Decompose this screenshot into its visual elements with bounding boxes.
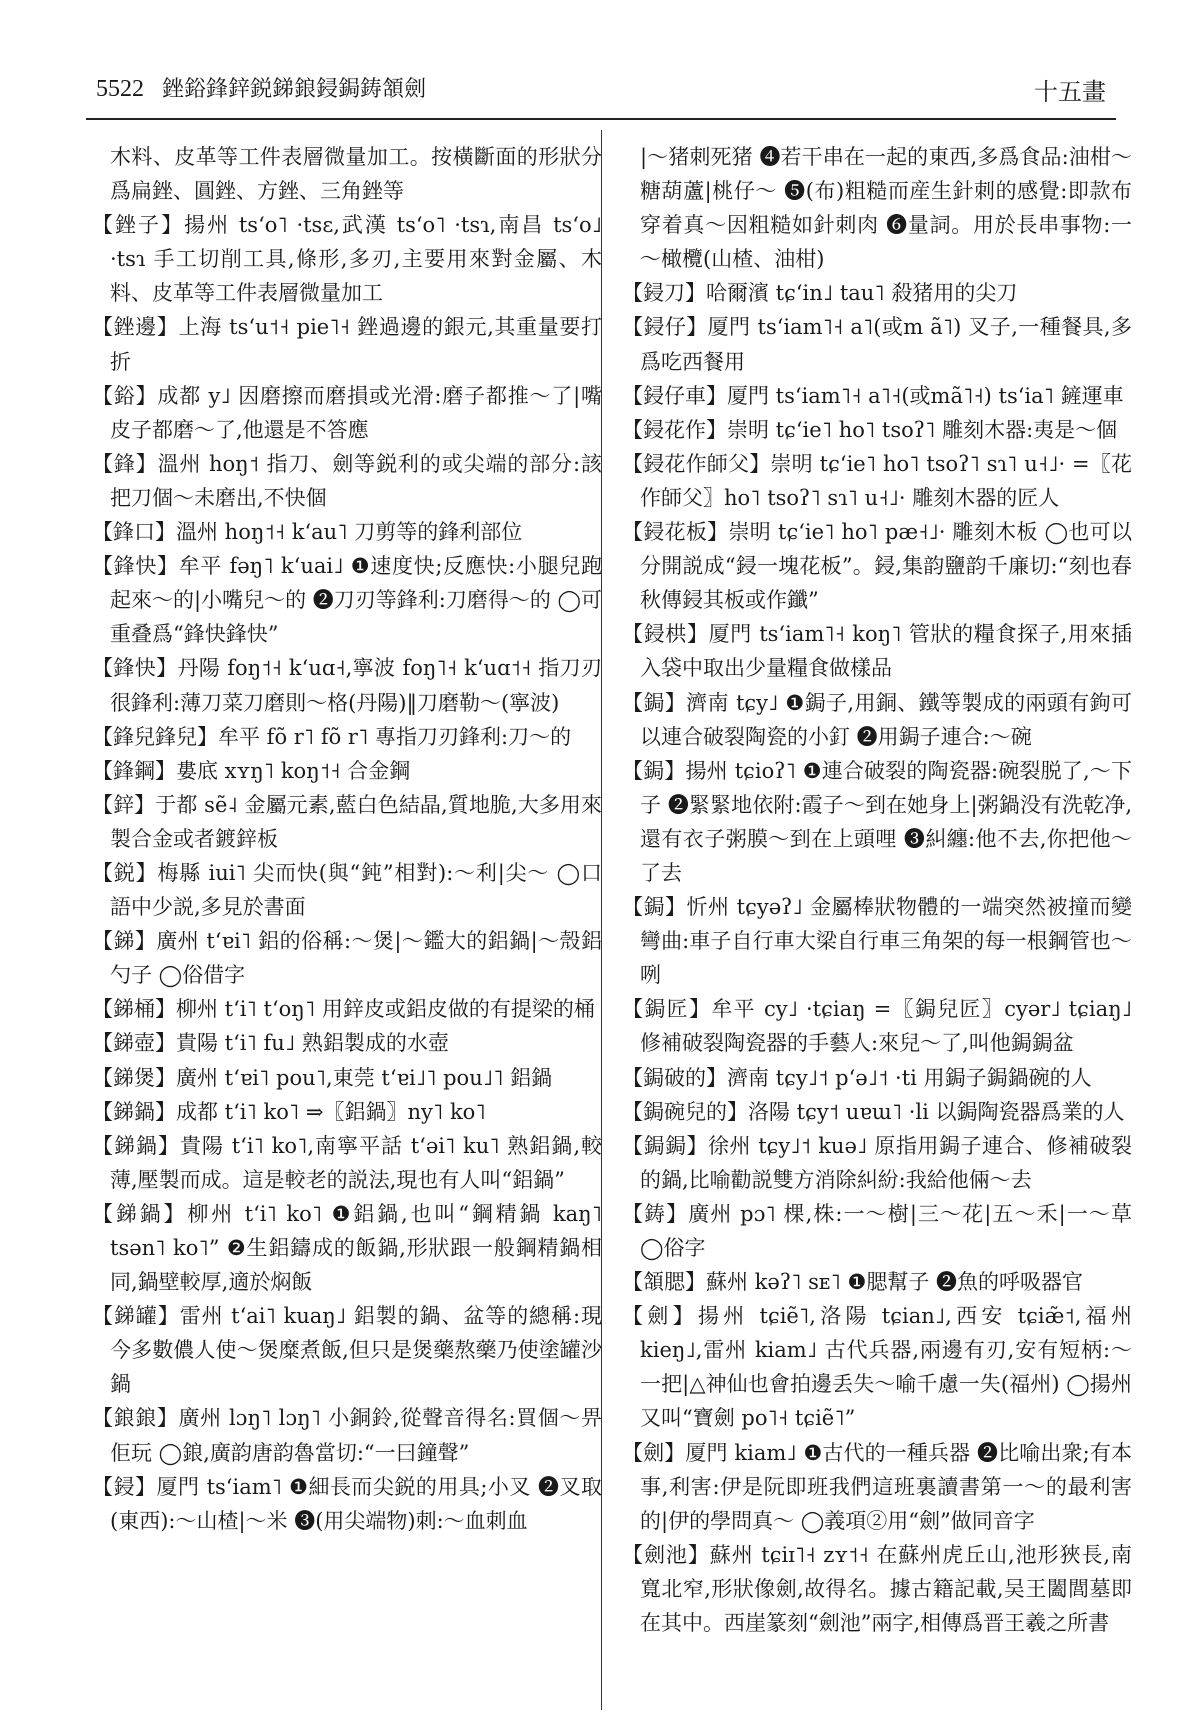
dictionary-entry: 【鋟花作】崇明 tɕʻie˥ ho˥ tsoʔ˥ 雕刻木器:夷是～個 xyxy=(622,417,1118,442)
dictionary-entry: 【鋃鋃】廣州 lɔŋ˥ lɔŋ˥ 小銅鈴,從聲音得名:買個～畀佢玩 ◯鋃,廣韵唐韵魯當切:“一曰鐘聲” xyxy=(92,1406,602,1465)
dictionary-entry: 【銼子】揚州 tsʻo˥ ·tsɛ,武漢 tsʻo˥ ·tsɿ,南昌 tsʻo˩ ·tsɿ 手工切削工具,條形,多刃,主要用來對金屬、木料、皮革等工件表層微量加工 xyxy=(92,213,602,306)
dictionary-entry: 【鋒】溫州 hoŋ˦ 指刀、劍等鋭利的或尖端的部分:該把刀個～未磨出,不快個 xyxy=(92,451,602,510)
dictionary-entry: 【鋅】于都 sẽ˨ 金屬元素,藍白色結晶,質地脆,大多用來製合金或者鍍鋅板 xyxy=(92,792,602,851)
dictionary-entry: 【鋒鋼】婁底 xʏŋ˥ koŋ˦˧ 合金鋼 xyxy=(92,758,411,783)
dictionary-entry: 【鋳】廣州 pɔ˥ 棵,株:一～樹|三～花|五～禾|一～草 ◯俗字 xyxy=(622,1201,1132,1260)
dictionary-entry: 【鋒快】丹陽 foŋ˦˧ kʻuɑ˧,寧波 foŋ˥˧ kʻuɑ˦˧ 指刀刃很鋒利:薄刀菜刀磨則～格(丹陽)‖刀磨勒～(寧波) xyxy=(92,656,602,715)
dictionary-entry: 【鋭】梅縣 iui˥ 尖而快(與“鈍”相對):～利|尖～ ◯口語中少説,多見於書面 xyxy=(92,860,602,920)
right-column xyxy=(622,140,1132,1640)
dictionary-entry: 【鋟仔】厦門 tsʻiam˥˧ a˥(或m ã˥) 叉子,一種餐具,多爲吃西餐用 xyxy=(622,315,1132,374)
header-rule xyxy=(86,118,1116,120)
dictionary-entry: 【鋦】濟南 tɕy˩ ❶鋦子,用銅、鐵等製成的兩頭有鉤可以連合破裂陶瓷的小釘 ❷用鋦子連合:～碗 xyxy=(622,690,1132,749)
dictionary-entry: 【鋟花作師父】崇明 tɕʻie˥ ho˥ tsoʔ˥ sɿ˥ u˧˩· =〖花作師父〗ho˥ tsoʔ˥ sɿ˥ u˧˩· 雕刻木器的匠人 xyxy=(622,451,1132,510)
dictionary-entry: 【銻桶】柳州 tʻi˥ tʻoŋ˥ 用鋅皮或鋁皮做的有提梁的桶 xyxy=(92,997,595,1022)
dictionary-entry: 木料、皮革等工件表層微量加工。按橫斷面的形狀分爲扁銼、圓銼、方銼、三角銼等 xyxy=(110,145,602,204)
dictionary-entry: |～猪刺死猪 ❹若干串在一起的東西,多爲食品:油柑～糖葫蘆|桃仔～ ❺(布)粗糙而産生針刺的感覺:即款布穿着真～因粗糙如針刺肉 ❻量詞。用於長串事物:一～橄欖(山楂、油柑) xyxy=(640,145,1132,272)
dictionary-entry: 【鋦】忻州 tɕyəʔ˩ 金屬棒狀物體的一端突然被撞而變彎曲:車子自行車大梁自行車三角架的每一根鋼管也～咧 xyxy=(622,895,1132,988)
dictionary-entry: 【銻罐】雷州 tʻai˥ kuaŋ˩ 鋁製的鍋、盆等的總稱:現今多數儂人使～煲糜煮飯,但只是煲藥熬藥乃使塗罐沙鍋 xyxy=(92,1304,602,1397)
dictionary-entry: 【鋦破的】濟南 tɕy˩˦ pʻə˩˦ ·ti 用鋦子鋦鍋碗的人 xyxy=(622,1065,1092,1090)
dictionary-entry: 【銻壺】貴陽 tʻi˥ fu˩ 熟鋁製成的水壺 xyxy=(92,1031,449,1056)
dictionary-entry: 【鋟刀】哈爾濱 tɕʻin˩ tau˥ 殺猪用的尖刀 xyxy=(622,281,1018,306)
header-left xyxy=(96,72,426,103)
dictionary-entry: 【鋟花板】崇明 tɕʻie˥ ho˥ pæ˧˩· 雕刻木板 ◯也可以分開説成“鋟一塊花板”。鋟,集韵鹽韵千廉切:“刻也春秋傳鋟其板或作鑯” xyxy=(622,520,1132,613)
dictionary-entry: 【鋟】厦門 tsʻiam˥ ❶細長而尖鋭的用具;小叉 ❷叉取(東西):～山楂|～米 ❸(用尖端物)刺:～血刺血 xyxy=(92,1474,602,1533)
dictionary-entry: 【銻鍋】成都 tʻi˥ ko˥ ⇒〖鋁鍋〗ny˥ ko˥ xyxy=(92,1099,486,1124)
dictionary-entry: 【銼邊】上海 tsʻu˦˧ pie˥˧ 銼過邊的銀元,其重量要打折 xyxy=(92,315,602,374)
dictionary-entry: 【鋒兒鋒兒】牟平 fõ r˥ fõ r˥ 專指刀刃鋒利:刀～的 xyxy=(92,724,572,749)
dictionary-entry: 【鋦】揚州 tɕioʔ˥ ❶連合破裂的陶瓷器:碗裂脱了,～下子 ❷緊緊地依附:霞子～到在她身上|粥鍋没有洗乾净,還有衣子粥膜～到在上頭哩 ❸糾纏:他不去,你把他～了去 xyxy=(622,758,1132,885)
dictionary-entry: 【鋦匠】牟平 cy˩ ·tɕiaŋ =〖鋦兒匠〗cyər˩ tɕiaŋ˩ 修補破裂陶瓷器的手藝人:來兒～了,叫他鋦鋦盆 xyxy=(622,997,1132,1056)
left-column xyxy=(92,140,602,1538)
dictionary-entry: 【銻煲】廣州 tʻɐi˥ pou˥,東莞 tʻɐi˩˥ pou˩˥ 鋁鍋 xyxy=(92,1065,553,1090)
dictionary-entry: 【劍】厦門 kiam˩ ❶古代的一種兵器 ❷比喻出衆;有本事,利害:伊是阮即班我們這班裏讀書第一～的最利害的|伊的學問真～ ◯義項②用“劍”做同音字 xyxy=(622,1440,1132,1533)
dictionary-entry: 【鋦碗兒的】洛陽 tɕy˦ uɐɯ˥ ·li 以鋦陶瓷器爲業的人 xyxy=(622,1099,1125,1124)
dictionary-entry: 【劍池】蘇州 tɕiɪ˥˧ zʏ˦˧ 在蘇州虎丘山,池形狹長,南寬北窄,形狀像劍,故得名。據古籍記載,吴王闔閭墓即在其中。西崖篆刻“劍池”兩字,相傳爲晋王羲之所書 xyxy=(622,1542,1132,1636)
dictionary-entry: 【鋊】成都 y˩ 因磨擦而磨損或光滑:磨子都推～了|嘴皮子都磨～了,他還是不答應 xyxy=(92,383,602,442)
dictionary-entry: 【鋦鋦】徐州 tɕy˩˦ kuə˩ 原指用鋦子連合、修補破裂的鍋,比喻勸説雙方消除糾紛:我給他倆～去 xyxy=(622,1133,1132,1192)
dictionary-entry: 【鋒快】牟平 fəŋ˥ kʻuai˩ ❶速度快;反應快:小腿兒跑起來～的|小嘴兒～的 ❷刀刃等鋒利:刀磨得～的 ◯可重叠爲“鋒快鋒快” xyxy=(92,554,603,647)
page-header xyxy=(96,72,1106,112)
page-number: 5522 xyxy=(96,76,144,102)
dictionary-entry: 【銻】廣州 tʻɐi˥ 鋁的俗稱:～煲|～鑑大的鋁鍋|～殼鋁勺子 ◯俗借字 xyxy=(92,929,602,988)
dictionary-entry: 【銻鍋】貴陽 tʻi˥ ko˥,南寧平話 tʻəi˥ ku˥ 熟鋁鍋,較薄,壓製而成。這是較老的説法,現也有人叫“鋁鍋” xyxy=(92,1133,602,1192)
dictionary-entry: 【鋟栱】厦門 tsʻiam˥˧ koŋ˥ 管狀的糧食探子,用來插入袋中取出少量糧食做樣品 xyxy=(622,622,1132,681)
stroke-count-label: 十五畫 xyxy=(1034,78,1106,106)
dictionary-entry: 【頷腮】蘇州 kəʔ˥ sᴇ˥ ❶腮幫子 ❷魚的呼吸器官 xyxy=(622,1270,1084,1295)
dictionary-entry: 【劍】揚州 tɕiẽ˥,洛陽 tɕian˩,西安 tɕiæ̃˦,福州 kieŋ˩,雷州 kiam˩ 古代兵器,兩邊有刃,安有短柄:～一把|△神仙也會拍邊丢失～喻千慮一失(福州) ◯揚州又叫“寶劍 po˥˧ tɕiẽ˥” xyxy=(622,1304,1132,1431)
dictionary-entry: 【鋒口】溫州 hoŋ˦˧ kʻau˥ 刀剪等的鋒利部位 xyxy=(92,520,523,545)
dictionary-entry: 【銻鍋】柳州 tʻi˥ ko˥ ❶鋁鍋,也叫“鋼精鍋 kaŋ˥ tsən˥ ko˥” ❷生鋁鑄成的飯鍋,形狀跟一般鋼精鍋相同,鍋壁較厚,適於焖飯 xyxy=(92,1201,602,1295)
header-characters: 銼鋊鋒鋅鋭銻鋃鋟鋦鋳頷劍 xyxy=(162,77,427,102)
dictionary-entry: 【鋟仔車】厦門 tsʻiam˥˧ a˥˧(或mã˥˧) tsʻia˥ 鏟運車 xyxy=(622,383,1124,408)
